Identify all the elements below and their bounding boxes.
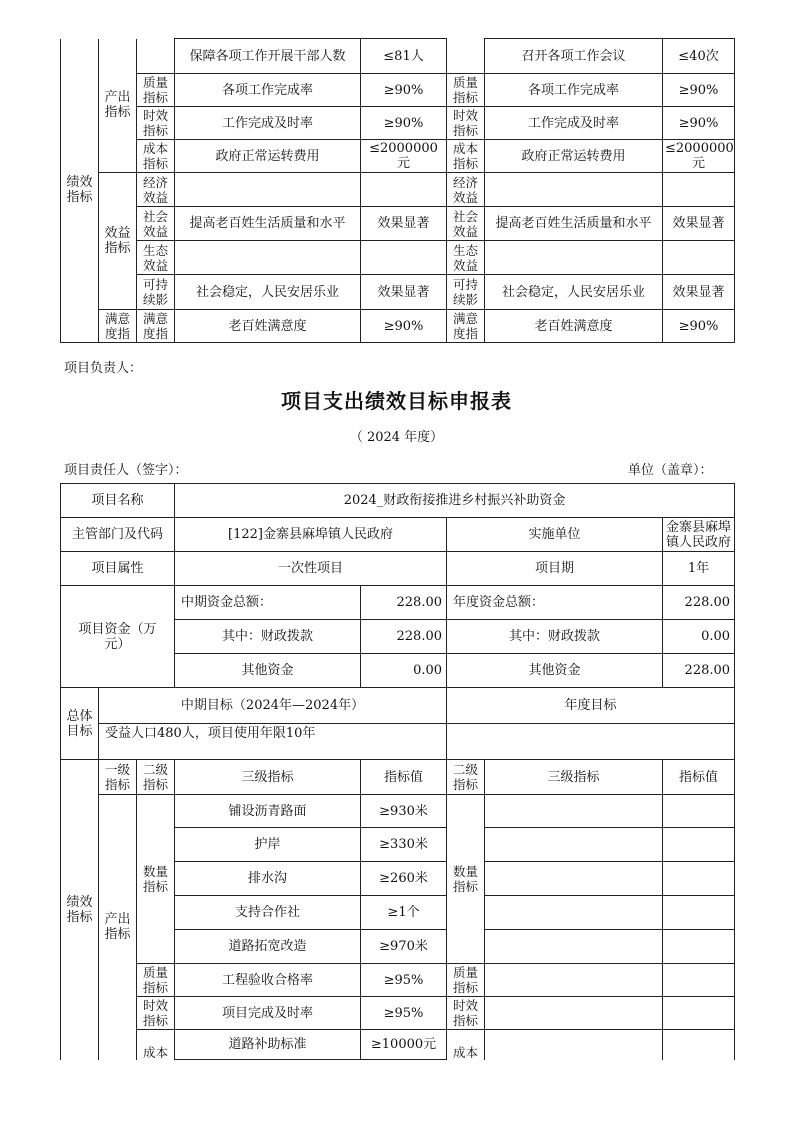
blank-cell (485, 930, 663, 964)
cost-label: 成本 (137, 1030, 175, 1060)
value-header: 指标值 (663, 760, 735, 795)
indicator-value: ≤40次 (663, 39, 735, 74)
cost-label: 成本指标 (447, 140, 485, 173)
year-line: （ 2024 年度） (349, 430, 444, 445)
indicator-value: ≥95% (361, 997, 447, 1030)
blank-cell (485, 828, 663, 862)
blank-cell (663, 795, 735, 828)
indicator-name: 政府正常运转费用 (175, 140, 361, 173)
indicator-value: ≤2000000元 (361, 140, 447, 173)
indicator-name: 各项工作完成率 (485, 74, 663, 107)
project-attribute-label: 项目属性 (61, 552, 175, 586)
indicator-value: ≤2000000元 (663, 140, 735, 173)
sustain-label: 可持续影 (447, 275, 485, 310)
output-indicator-label: 产出指标 (99, 39, 137, 173)
indicator-value: ≤81人 (361, 39, 447, 74)
mid-other-value: 0.00 (361, 654, 447, 688)
blank-cell (361, 241, 447, 275)
overall-goal-label: 总体目标 (61, 688, 99, 760)
indicator-value: ≥95% (361, 964, 447, 997)
project-fund-label: 项目资金（万元） (61, 586, 175, 688)
indicator-value: ≥90% (663, 107, 735, 140)
blank-cell (447, 39, 485, 74)
value-header: 指标值 (361, 760, 447, 795)
responsible-signature-label: 项目责任人（签字）： (64, 463, 188, 478)
blank-cell (485, 173, 663, 207)
indicator-value: ≥90% (663, 74, 735, 107)
project-period-value: 1年 (663, 552, 735, 586)
unit-seal-label: 单位（盖章）： (628, 463, 713, 478)
project-attribute-value: 一次性项目 (175, 552, 447, 586)
sustain-label: 可持续影 (137, 275, 175, 310)
blank-cell (485, 964, 663, 997)
indicator-name: 项目完成及时率 (175, 997, 361, 1030)
indicator-name: 政府正常运转费用 (485, 140, 663, 173)
year-other-value: 228.00 (663, 654, 735, 688)
project-name-label: 项目名称 (61, 484, 175, 518)
indicator-name: 支持合作社 (175, 896, 361, 930)
mid-fiscal-label: 其中：财政拨款 (175, 620, 361, 654)
output-indicator-label: 产出指标 (99, 795, 137, 1060)
year-fiscal-value: 0.00 (663, 620, 735, 654)
indicator-value: ≥1个 (361, 896, 447, 930)
indicator-value: ≥10000元 (361, 1030, 447, 1060)
indicator-value: ≥260米 (361, 862, 447, 896)
indicator-name: 召开各项工作会议 (485, 39, 663, 74)
blank-cell (137, 39, 175, 74)
blank-cell (485, 997, 663, 1030)
blank-cell (663, 862, 735, 896)
year-fiscal-label: 其中：财政拨款 (447, 620, 663, 654)
blank-cell (663, 997, 735, 1030)
indicator-name: 保障各项工作开展干部人数 (175, 39, 361, 74)
mid-total-value: 228.00 (361, 586, 447, 620)
indicator-name: 护岸 (175, 828, 361, 862)
blank-cell (663, 828, 735, 862)
year-total-label: 年度资金总额： (447, 586, 663, 620)
indicator-name: 排水沟 (175, 862, 361, 896)
indicator-name: 工程验收合格率 (175, 964, 361, 997)
cost-label: 成本 (447, 1030, 485, 1060)
level3-header: 三级指标 (175, 760, 361, 795)
department-value: [122]金寨县麻埠镇人民政府 (175, 518, 447, 552)
time-label: 时效指标 (137, 107, 175, 140)
indicator-name: 各项工作完成率 (175, 74, 361, 107)
indicator-name: 铺设沥青路面 (175, 795, 361, 828)
year-total-value: 228.00 (663, 586, 735, 620)
mid-other-label: 其他资金 (175, 654, 361, 688)
perf-indicator-label: 绩效指标 (61, 39, 99, 343)
blank-cell (663, 930, 735, 964)
level2-header: 二级指标 (447, 760, 485, 795)
quality-label: 质量指标 (137, 74, 175, 107)
blank-cell (175, 241, 361, 275)
satisfaction-sub-label: 满意度指 (447, 310, 485, 343)
indicator-value: 效果显著 (663, 207, 735, 241)
level3-header: 三级指标 (485, 760, 663, 795)
blank-cell (485, 241, 663, 275)
indicator-name: 提高老百姓生活质量和水平 (485, 207, 663, 241)
cost-label: 成本指标 (137, 140, 175, 173)
indicator-name: 提高老百姓生活质量和水平 (175, 207, 361, 241)
indicator-value: ≥90% (663, 310, 735, 343)
year-goal-text (447, 724, 735, 760)
page-title: 项目支出绩效目标申报表 (281, 389, 512, 413)
department-label: 主管部门及代码 (61, 518, 175, 552)
prior-performance-table (60, 38, 735, 343)
indicator-name: 工作完成及时率 (175, 107, 361, 140)
indicator-name: 工作完成及时率 (485, 107, 663, 140)
indicator-name: 道路补助标准 (175, 1030, 361, 1060)
blank-cell (485, 1030, 663, 1060)
year-goal-header: 年度目标 (447, 688, 735, 724)
implementer-value: 金寨县麻埠镇人民政府 (663, 518, 735, 552)
social-label: 社会效益 (137, 207, 175, 241)
blank-cell (485, 862, 663, 896)
level1-header: 一级指标 (99, 760, 137, 795)
econ-label: 经济效益 (447, 173, 485, 207)
blank-cell (485, 896, 663, 930)
indicator-name: 老百姓满意度 (175, 310, 361, 343)
year-other-label: 其他资金 (447, 654, 663, 688)
blank-cell (663, 896, 735, 930)
quality-label: 质量指标 (447, 74, 485, 107)
indicator-value: 效果显著 (361, 275, 447, 310)
quantity-label: 数量指标 (447, 795, 485, 964)
blank-cell (663, 964, 735, 997)
mid-goal-text: 受益人口480人，项目使用年限10年 (99, 724, 447, 760)
blank-cell (663, 173, 735, 207)
quantity-label: 数量指标 (137, 795, 175, 964)
indicator-name: 道路拓宽改造 (175, 930, 361, 964)
eco-label: 生态效益 (447, 241, 485, 275)
indicator-value: ≥330米 (361, 828, 447, 862)
indicator-value: ≥90% (361, 310, 447, 343)
project-period-label: 项目期 (447, 552, 663, 586)
indicator-value: ≥90% (361, 74, 447, 107)
implementer-label: 实施单位 (447, 518, 663, 552)
satisfaction-sub-label: 满意度指 (137, 310, 175, 343)
eco-label: 生态效益 (137, 241, 175, 275)
social-label: 社会效益 (447, 207, 485, 241)
project-name-value: 2024_财政衔接推进乡村振兴补助资金 (175, 484, 735, 518)
quality-label: 质量指标 (447, 964, 485, 997)
mid-total-label: 中期资金总额： (175, 586, 361, 620)
mid-fiscal-value: 228.00 (361, 620, 447, 654)
quality-label: 质量指标 (137, 964, 175, 997)
time-label: 时效指标 (137, 997, 175, 1030)
level2-header: 二级指标 (137, 760, 175, 795)
project-lead-line: 项目负责人： (64, 361, 143, 376)
indicator-value: ≥930米 (361, 795, 447, 828)
perf-indicator-label: 绩效指标 (61, 760, 99, 1060)
blank-cell (663, 1030, 735, 1060)
indicator-value: ≥970米 (361, 930, 447, 964)
indicator-value: 效果显著 (663, 275, 735, 310)
blank-cell (361, 173, 447, 207)
indicator-value: ≥90% (361, 107, 447, 140)
time-label: 时效指标 (447, 997, 485, 1030)
blank-cell (663, 241, 735, 275)
indicator-name: 老百姓满意度 (485, 310, 663, 343)
indicator-name: 社会稳定，人民安居乐业 (175, 275, 361, 310)
blank-cell (175, 173, 361, 207)
indicator-name: 社会稳定，人民安居乐业 (485, 275, 663, 310)
indicator-value: 效果显著 (361, 207, 447, 241)
benefit-indicator-label: 效益指标 (99, 173, 137, 310)
blank-cell (485, 795, 663, 828)
time-label: 时效指标 (447, 107, 485, 140)
econ-label: 经济效益 (137, 173, 175, 207)
performance-goal-form (60, 483, 735, 1060)
satisfaction-label: 满意度指 (99, 310, 137, 343)
mid-goal-header: 中期目标（2024年—2024年） (99, 688, 447, 724)
